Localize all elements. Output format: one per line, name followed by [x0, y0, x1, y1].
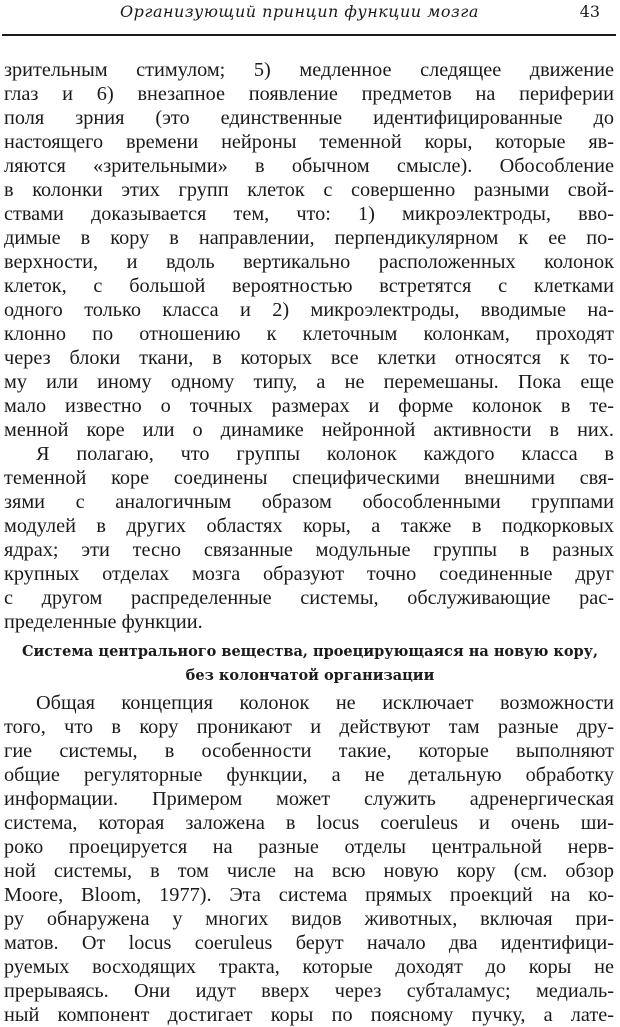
running-title: Организующий принцип функции мозга	[120, 2, 479, 21]
text-line: прерываясь. Они идут вверх через субталамус; медиаль-	[4, 980, 614, 1002]
text-line: димые в кору в направлении, перпендикулярном к ее по-	[4, 227, 614, 249]
paragraph-1	[4, 58, 614, 442]
text-line: верхности, и вдоль вертикально расположенных колонок	[4, 251, 614, 273]
section-heading	[0, 640, 620, 688]
text-line: ный компонент достигает коры по поясному пучку, а лате-	[4, 1004, 614, 1026]
text-line: клеток, с большой вероятностью встретятся с клетками	[4, 275, 614, 297]
text-line: Общая концепция колонок не исключает возможности	[36, 692, 614, 714]
text-line: поля зрния (это единственные идентифицированные до	[4, 107, 614, 129]
text-line: ядрах; эти тесно связанные модульные группы в разных	[4, 539, 614, 561]
section-heading-line: без колончатой организации	[185, 667, 435, 684]
text-line: зями с аналогичным образом обособленными группами	[4, 491, 614, 513]
text-line: одного только класса и 2) микроэлектроды, вводимые на-	[4, 299, 614, 321]
text-line: пределенные функции.	[4, 611, 203, 633]
text-line: настоящего времени нейроны теменной коры, которые яв-	[4, 131, 614, 153]
text-line: ляются «зрительными» в обычном смысле). Обособление	[4, 155, 614, 177]
text-line: руемых восходящих тракта, которые доходят до коры не	[4, 956, 614, 978]
text-line: крупных отделах мозга образуют точно соединенные друг	[4, 563, 614, 585]
text-line: Я полагаю, что группы колонок каждого класса в	[36, 443, 614, 465]
running-head	[0, 0, 620, 40]
text-line: модулей в других областях коры, а также в подкорковых	[4, 515, 614, 537]
text-line: му или иному одному типу, а не перемешаны. Пока еще	[4, 371, 614, 393]
header-rule	[2, 34, 616, 36]
text-line: мало известно о точных размерах и форме колонок в те-	[4, 395, 614, 417]
text-line: в колонки этих групп клеток с совершенно разными свой-	[4, 179, 614, 201]
paragraph-3	[4, 691, 614, 1027]
text-line: общие регуляторные функции, а не детальную обработку	[4, 764, 614, 786]
text-line: того, что в кору проникают и действуют там разные дру-	[4, 716, 614, 738]
page-number: 43	[579, 2, 600, 21]
text-line: ствами доказывается тем, что: 1) микроэлектроды, вво-	[4, 203, 614, 225]
text-line: гие системы, в особенности такие, которые выполняют	[4, 740, 614, 762]
text-line: глаз и 6) внезапное появление предметов на периферии	[4, 83, 614, 105]
text-line: через блоки ткани, в которых все клетки относятся к то-	[4, 347, 614, 369]
text-line: клонно по отношению к клеточным колонкам, проходят	[4, 323, 614, 345]
text-line: ной системы, в том числе на всю новую кору (см. обзор	[4, 860, 614, 882]
paragraph-2	[4, 442, 614, 634]
text-line: зрительным стимулом; 5) медленное следящее движение	[4, 59, 614, 81]
text-line: теменной коре соединены специфическими внешними свя-	[4, 467, 614, 489]
text-line: Moore, Bloom, 1977). Эта система прямых проекций на ко-	[4, 884, 614, 906]
text-line: роко проецируется на разные отделы центральной нерв-	[4, 836, 614, 858]
text-line: с другом распределенные системы, обслуживающие рас-	[4, 587, 614, 609]
text-line: ру обнаружена у многих видов животных, включая при-	[4, 908, 614, 930]
section-heading-line: Система центрального вещества, проецирующаяся на новую кору,	[21, 643, 598, 660]
text-line: матов. От locus coeruleus берут начало два идентифици-	[4, 932, 614, 954]
text-line: менной коре или о динамике нейронной активности в них.	[4, 419, 614, 441]
text-line: система, которая заложена в locus coeruleus и очень ши-	[4, 812, 614, 834]
text-line: информации. Примером может служить адренергическая	[4, 788, 614, 810]
